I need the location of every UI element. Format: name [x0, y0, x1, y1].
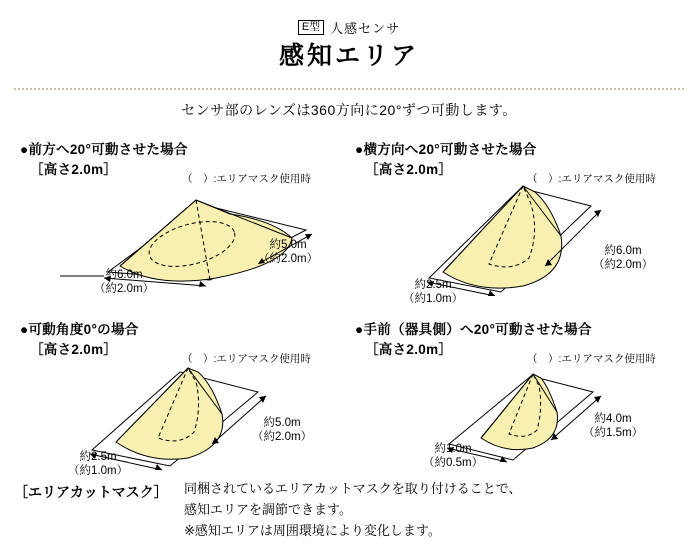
panel-backward-20-dim-bottom: 約1.0m （約0.5m）: [423, 443, 484, 469]
panel-forward-20-note: （ ）:エリアマスク使用時: [182, 173, 311, 185]
panel-sideway-20-title: ●横方向へ20°可動させた場合: [355, 142, 537, 157]
panel-backward-20-title: ●手前（器具側）へ20°可動させた場合: [355, 322, 592, 337]
panel-angle-0-title: ●可動角度0°の場合: [20, 322, 139, 337]
panel-angle-0-note: （ ）:エリアマスク使用時: [182, 353, 311, 365]
area-cut-mask-label: ［エリアカットマスク］: [14, 484, 168, 500]
panel-forward-20-title: ●前方へ20°可動させた場合: [20, 142, 188, 157]
area-cut-mask-body: [184, 478, 521, 541]
panel-sideway-20-dim-right: 約6.0m （約2.0m）: [593, 245, 654, 271]
area-cut-mask-line-1: 同梱されているエリアカットマスクを取り付けることで、: [184, 481, 522, 496]
header-line: [18, 18, 680, 37]
header-subtitle: 人感センサ: [330, 21, 401, 36]
panel-forward-20-height: ［高さ2.0m］: [30, 162, 118, 177]
lead-text: センサ部のレンズは360方向に20°ずつ可動します。: [181, 102, 517, 118]
panel-sideway-20-dim-bottom: 約2.5m （約1.0m）: [403, 279, 464, 305]
panel-angle-0-height: ［高さ2.0m］: [30, 342, 118, 357]
panel-sideway-20-figure: [405, 166, 655, 296]
area-cut-mask-line-2: 感知エリアを調節できます。: [184, 502, 352, 517]
panel-forward-20: [20, 138, 340, 298]
panel-backward-20-note: （ ）:エリアマスク使用時: [527, 353, 656, 365]
panel-forward-20-dim-bottom: 約6.0m （約2.0m）: [94, 269, 155, 295]
page-title: 感知エリア: [278, 42, 419, 70]
panel-sideway-20-note: （ ）:エリアマスク使用時: [527, 173, 656, 185]
panel-backward-20: [355, 318, 685, 478]
panel-backward-20-dim-right: 約4.0m （約1.5m）: [583, 413, 644, 439]
panel-angle-0: [20, 318, 350, 478]
header-divider: [14, 88, 684, 90]
panel-angle-0-dim-right: 約5.0m （約2.0m）: [252, 417, 313, 443]
model-type-badge: E型: [298, 20, 324, 35]
panel-angle-0-dim-bottom: 約2.5m （約1.0m）: [68, 451, 129, 477]
panel-backward-20-height: ［高さ2.0m］: [365, 342, 453, 357]
panel-forward-20-dim-right: 約5.0m （約2.0m）: [258, 239, 319, 265]
panel-sideway-20: [355, 138, 685, 308]
area-cut-mask-line-3: ※感知エリアは周囲環境により変化します。: [184, 523, 441, 538]
panel-sideway-20-height: ［高さ2.0m］: [365, 162, 453, 177]
